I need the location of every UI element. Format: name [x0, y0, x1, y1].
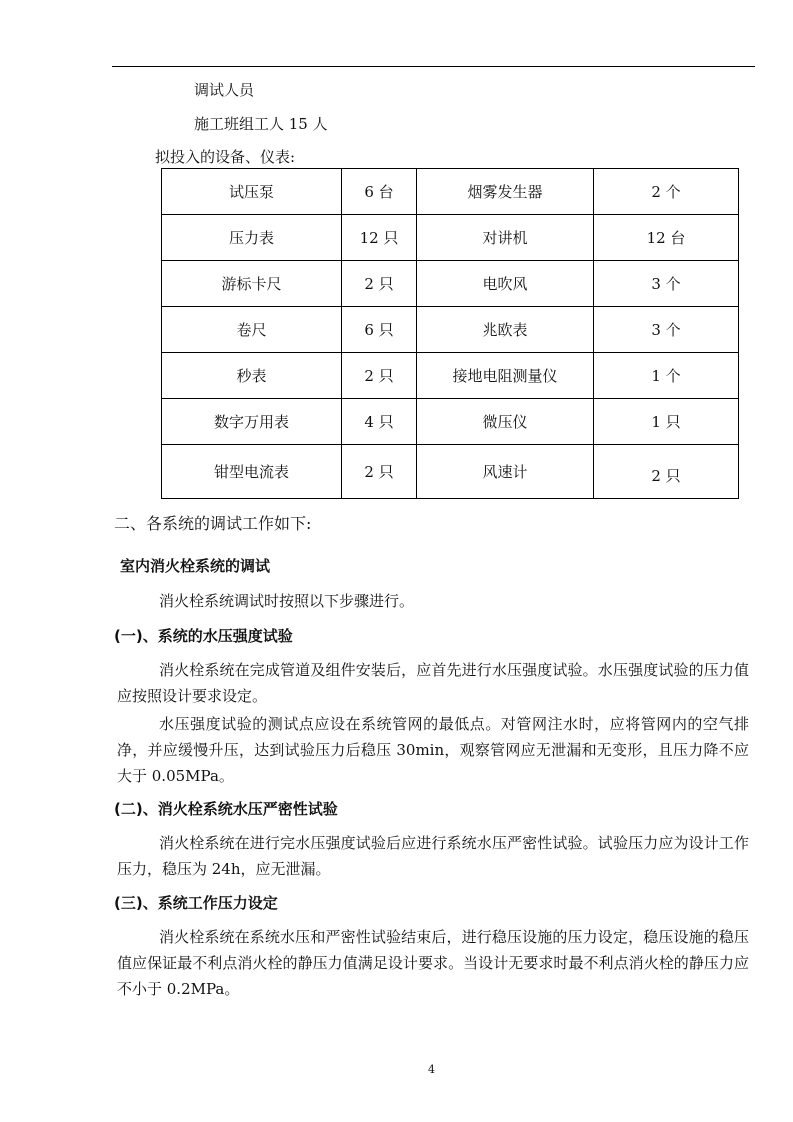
equipment-qty: 3 个 — [594, 307, 739, 353]
equipment-table — [161, 168, 739, 499]
equipment-qty: 12 只 — [342, 215, 417, 261]
paragraph: 消火栓系统在系统水压和严密性试验结束后，进行稳压设施的压力设定，稳压设施的稳压值应保证最不利点消火栓的静压力值满足设计要求。当设计无要求时最不利点消火栓的静压力应不小于 0.2MPa。 — [117, 928, 749, 998]
personnel-label: 调试人员 — [194, 81, 255, 99]
header-rule — [112, 66, 755, 67]
table-row — [162, 215, 739, 261]
equipment-qty: 12 台 — [594, 215, 739, 261]
equipment-name: 卷尺 — [162, 307, 342, 353]
equipment-name: 电吹风 — [417, 261, 594, 307]
equipment-name: 风速计 — [417, 445, 594, 499]
subsection-intro: 消火栓系统调试时按照以下步骤进行。 — [159, 592, 415, 610]
paragraph: 消火栓系统在完成管道及组件安装后，应首先进行水压强度试验。水压强度试验的压力值应按照设计要求设定。 — [117, 661, 749, 705]
equipment-name: 钳型电流表 — [162, 445, 342, 499]
subsection-title: 室内消火栓系统的调试 — [120, 557, 271, 575]
equipment-name: 微压仪 — [417, 399, 594, 445]
equipment-qty: 6 台 — [342, 169, 417, 215]
workers-count: 施工班组工人 15 人 — [194, 115, 328, 133]
equipment-name: 烟雾发生器 — [417, 169, 594, 215]
part-heading: (一)、系统的水压强度试验 — [114, 627, 293, 645]
equipment-qty: 1 只 — [594, 399, 739, 445]
table-row — [162, 353, 739, 399]
table-row — [162, 307, 739, 353]
equipment-name: 接地电阻测量仪 — [417, 353, 594, 399]
equipment-qty: 6 只 — [342, 307, 417, 353]
equipment-name: 压力表 — [162, 215, 342, 261]
equipment-qty: 2 只 — [342, 353, 417, 399]
equipment-qty: 2 只 — [342, 445, 417, 499]
equipment-name: 对讲机 — [417, 215, 594, 261]
equipment-name: 秒表 — [162, 353, 342, 399]
equipment-qty: 4 只 — [342, 399, 417, 445]
equipment-qty: 2 只 — [342, 261, 417, 307]
paragraph: 消火栓系统在进行完水压强度试验后应进行系统水压严密性试验。试验压力应为设计工作压力，稳压为 24h，应无泄漏。 — [117, 834, 749, 878]
paragraph: 水压强度试验的测试点应设在系统管网的最低点。对管网注水时，应将管网内的空气排净，并应缓慢升压，达到试验压力后稳压 30min，观察管网应无泄漏和无变形，且压力降不应大于 0.05MPa。 — [117, 715, 749, 785]
table-row — [162, 169, 739, 215]
table-row — [162, 261, 739, 307]
equipment-qty: 3 个 — [594, 261, 739, 307]
equipment-qty: 1 个 — [594, 353, 739, 399]
equipment-name: 兆欧表 — [417, 307, 594, 353]
equipment-name: 游标卡尺 — [162, 261, 342, 307]
equipment-qty: 2 只 — [594, 445, 739, 499]
part-heading: (三)、系统工作压力设定 — [114, 894, 278, 912]
equipment-label: 拟投入的设备、仪表: — [155, 148, 296, 166]
table-row — [162, 399, 739, 445]
equipment-qty: 2 个 — [594, 169, 739, 215]
section-title: 二、各系统的调试工作如下: — [114, 514, 312, 533]
equipment-name: 数字万用表 — [162, 399, 342, 445]
table-row — [162, 445, 739, 499]
part-heading: (二)、消火栓系统水压严密性试验 — [114, 800, 338, 818]
page-number: 4 — [428, 1063, 435, 1076]
equipment-name: 试压泵 — [162, 169, 342, 215]
